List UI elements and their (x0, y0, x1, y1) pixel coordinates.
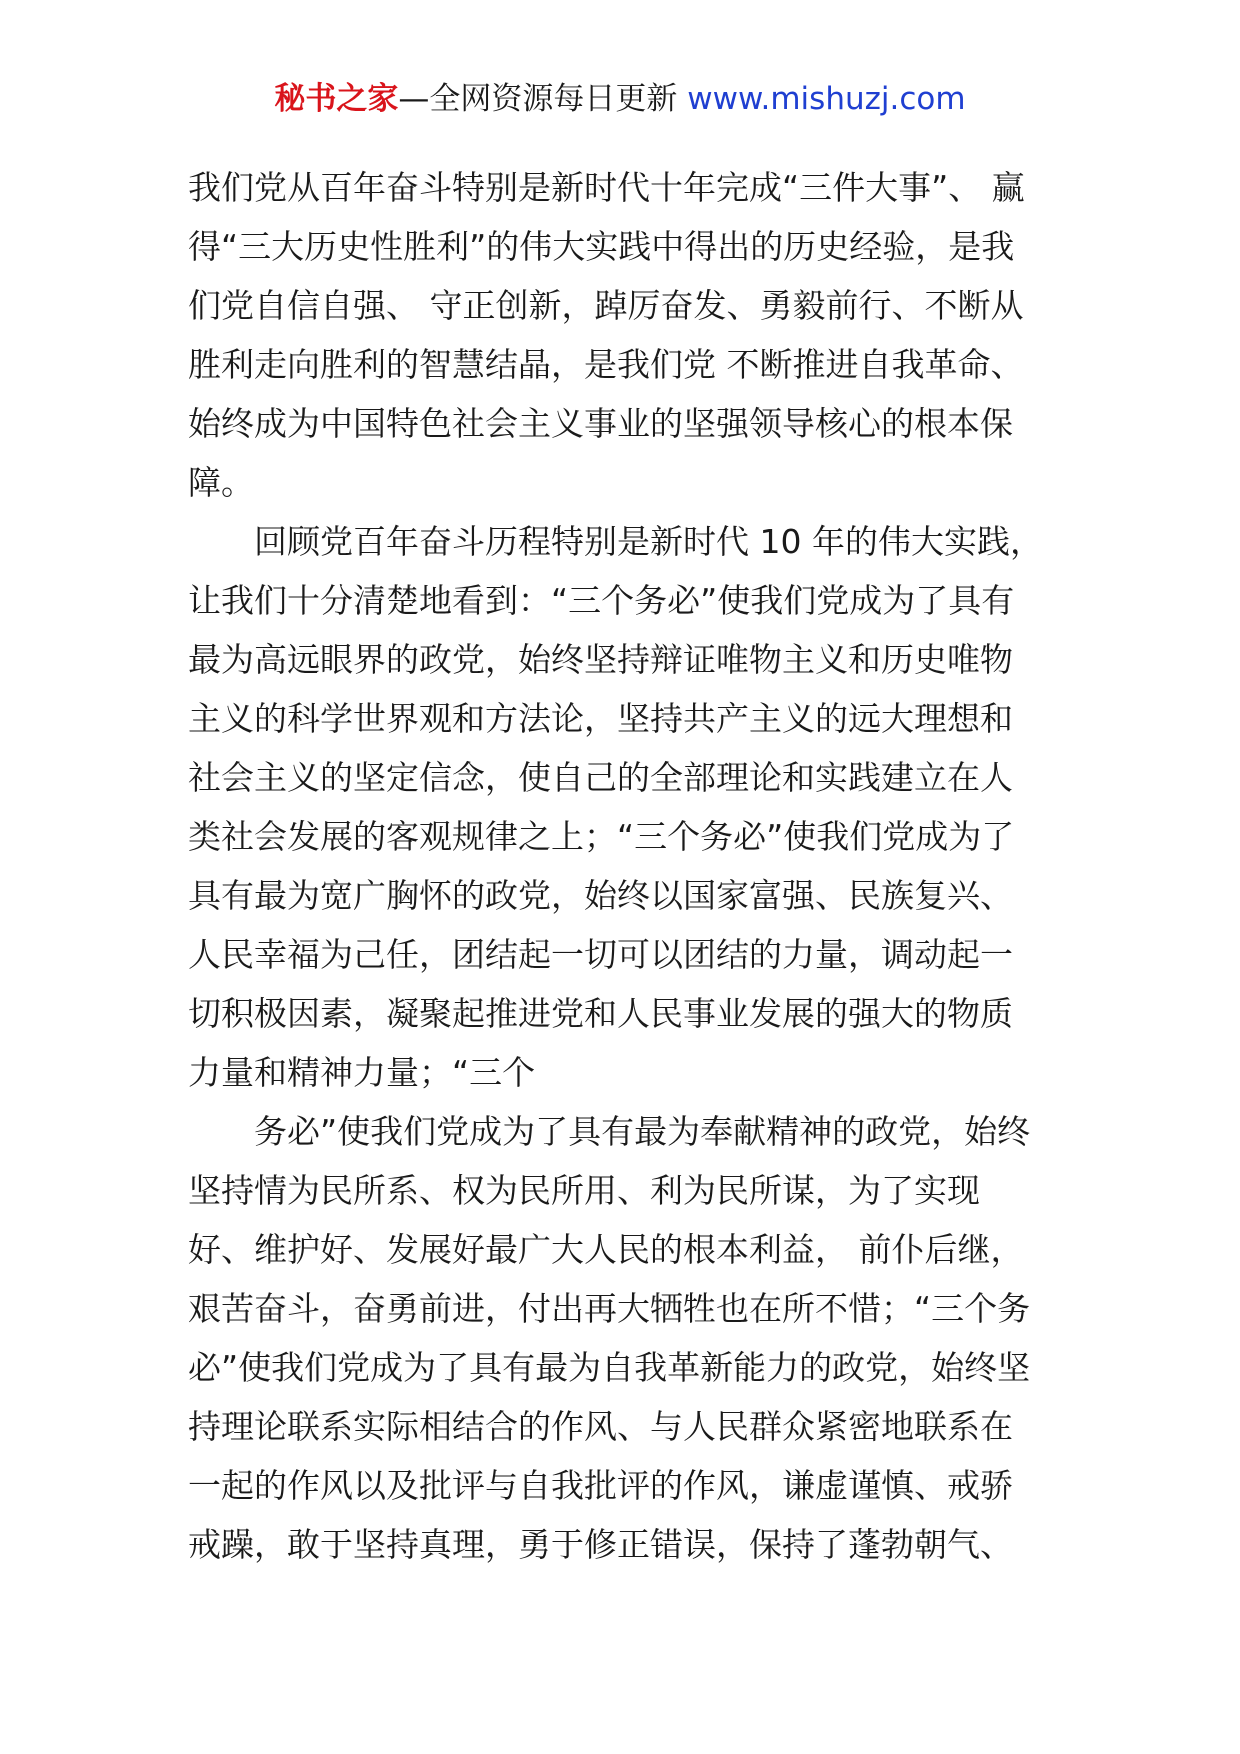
text-line: 必”使我们党成为了具有最为自我革新能力的政党，始终坚 (188, 1348, 1031, 1387)
text-line: 好、维护好、发展好最广大人民的根本利益， 前仆后继， (188, 1230, 1024, 1269)
text-line: 戒躁，敢于坚持真理，勇于修正错误，保持了蓬勃朝气、 (188, 1525, 1013, 1564)
text-line: 艰苦奋斗，奋勇前进，付出再大牺牲也在所不惜；“三个务 (188, 1289, 1031, 1328)
header-site-link[interactable]: www.mishuzj.com (687, 81, 966, 117)
text-line: 坚持情为民所系、权为民所用、利为民所谋，为了实现 (188, 1171, 980, 1210)
header-tagline: —全网资源每日更新 (398, 81, 678, 117)
text-line: 具有最为宽广胸怀的政党，始终以国家富强、民族复兴、 (188, 876, 1013, 915)
paragraph-start-line: 回顾党百年奋斗历程特别是新时代 10 年的伟大实践， (254, 522, 1043, 561)
paragraph-start-line: 务必”使我们党成为了具有最为奉献精神的政党，始终 (254, 1112, 1031, 1151)
text-line: 胜利走向胜利的智慧结晶，是我们党 不断推进自我革命、 (188, 345, 1024, 384)
text-line: 最为高远眼界的政党，始终坚持辩证唯物主义和历史唯物 (188, 640, 1013, 679)
text-line: 社会主义的坚定信念，使自己的全部理论和实践建立在人 (188, 758, 1013, 797)
text-line: 我们党从百年奋斗特别是新时代十年完成“三件大事”、 赢 (188, 168, 1025, 207)
text-line: 人民幸福为己任，团结起一切可以团结的力量，调动起一 (188, 935, 1013, 974)
text-line: 主义的科学世界观和方法论，坚持共产主义的远大理想和 (188, 699, 1013, 738)
text-line: 障。 (188, 463, 254, 502)
text-line: 得“三大历史性胜利”的伟大实践中得出的历史经验，是我 (188, 227, 1015, 266)
header-brand: 秘书之家 (274, 81, 399, 117)
text-line: 力量和精神力量；“三个 (188, 1053, 536, 1092)
text-line: 一起的作风以及批评与自我批评的作风，谦虚谨慎、戒骄 (188, 1466, 1013, 1505)
text-line: 持理论联系实际相结合的作风、与人民群众紧密地联系在 (188, 1407, 1013, 1446)
page-header (0, 76, 1240, 122)
text-line: 始终成为中国特色社会主义事业的坚强领导核心的根本保 (188, 404, 1013, 443)
text-line: 切积极因素，凝聚起推进党和人民事业发展的强大的物质 (188, 994, 1013, 1033)
text-line: 们党自信自强、 守正创新，踔厉奋发、勇毅前行、不断从 (188, 286, 1024, 325)
text-line: 类社会发展的客观规律之上；“三个务必”使我们党成为了 (188, 817, 1015, 856)
text-line: 让我们十分清楚地看到：“三个务必”使我们党成为了具有 (188, 581, 1015, 620)
body-text (188, 158, 1048, 1574)
